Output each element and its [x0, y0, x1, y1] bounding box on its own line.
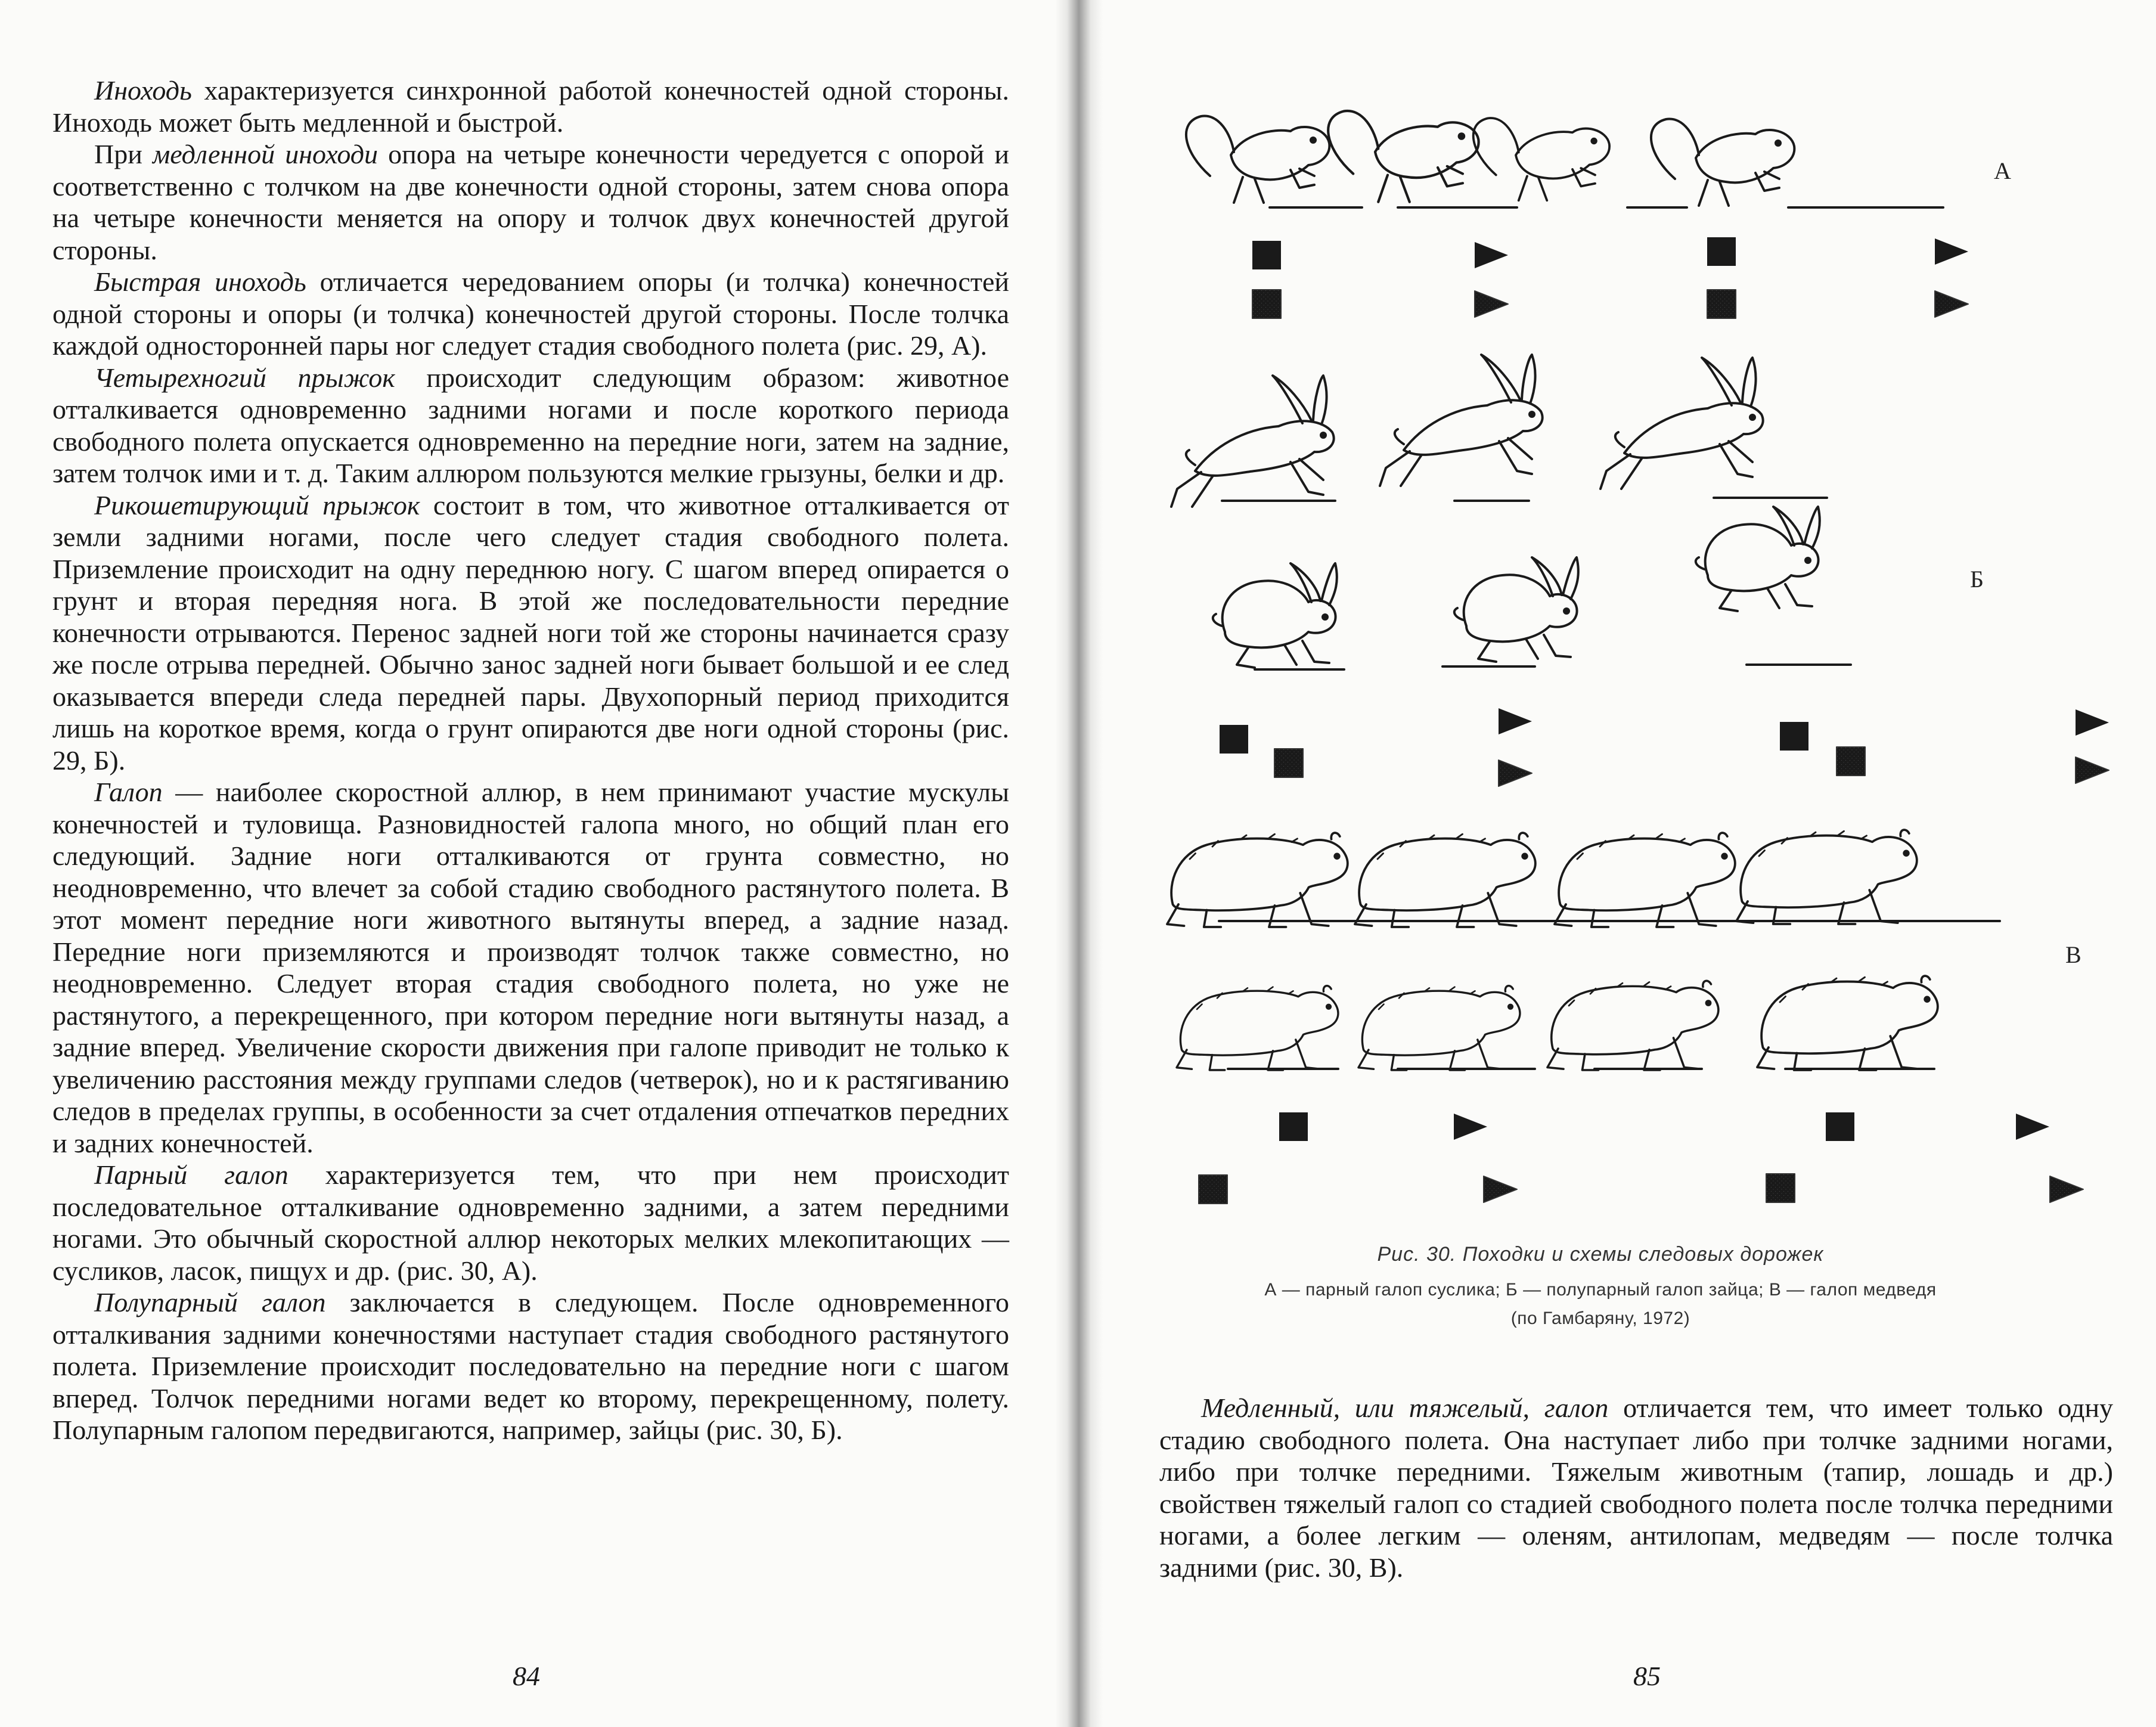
figure-caption-title: Рис. 30. Походки и схемы следовых дорожек [1377, 1243, 1824, 1266]
term: медленной иноходи [152, 139, 379, 169]
figure-caption-legend-line: А — парный галоп суслика; Б — полупарный галоп зайца; В — галоп медведя [1264, 1280, 1937, 1300]
term: Рикошетирующий прыжок [94, 489, 420, 520]
term: Полупарный галоп [94, 1287, 326, 1317]
paragraph-text: заключается в следующем. После одновременного отталкивания задними конечностями наступает стадия свободного растянутого полета. Приземление происходит последовательно на передние ноги с шагом вперед. Толчок передними ногами ведет ко второму, перекрещенному, полету. Полупарным галопом передвигаются, например, зайцы (рис. 30, Б). [52, 1287, 1009, 1445]
left-page-text [52, 75, 1009, 1446]
term: Галоп [94, 777, 163, 807]
paragraph [52, 776, 1009, 1159]
paragraph [52, 489, 1009, 777]
paragraph [52, 266, 1009, 362]
paragraph-text: происходит следующим образом: животное отталкивается одновременно задними ногами и после короткого периода свободного полета опускается одновременно на передние ноги, затем на задние, затем толчок ими и т. д. Таким аллюром пользуются мелкие грызуны, белки и др. [52, 362, 1009, 488]
paragraph [52, 1159, 1009, 1286]
paragraph [52, 1286, 1009, 1446]
bear-sequence [1167, 830, 2000, 1070]
track-scheme-b [1220, 708, 2109, 786]
page-number: 85 [1633, 1661, 1661, 1691]
term: Медленный, или тяжелый, галоп [1201, 1393, 1609, 1423]
page-number: 84 [513, 1661, 540, 1691]
squirrel-sequence [1186, 111, 1943, 207]
term: Иноходь [94, 75, 192, 106]
figure-caption-legend [1207, 1276, 1994, 1333]
paragraph-prefix: При [94, 139, 153, 169]
figure-caption-source: (по Гамбаряну, 1972) [1510, 1309, 1690, 1328]
track-scheme-a [1252, 237, 1968, 318]
term: Быстрая иноходь [94, 266, 306, 297]
paragraph-text: состоит в том, что животное отталкивается от земли задними ногами, после чего следует стадия свободного полета. Приземление происходит на одну переднюю ногу. С шагом вперед опирается о грунт и вторая передняя нога. В этой же последовательности передние конечности отрываются. Перенос задней ноги той же стороны начинается сразу же после отрыва передней. Обычно занос задней ноги бывает большой и ее след оказывается впереди следа передней пары. Двухопорный период приходится лишь на короткое время, когда о грунт опираются две ноги одной стороны (рис. 29, Б). [52, 489, 1009, 776]
paragraph [1159, 1392, 2113, 1583]
track-scheme-v [1199, 1112, 2083, 1204]
gait-illustration [1088, 0, 2156, 1240]
panel-label-v: В [2065, 941, 2081, 968]
term: Парный галоп [94, 1159, 288, 1190]
panel-label-a: А [1994, 157, 2011, 184]
right-page-text [1159, 1392, 2113, 1583]
paragraph [52, 75, 1009, 138]
term: Четырехногий прыжок [94, 362, 395, 393]
panel-label-b: Б [1970, 566, 1984, 593]
right-page [1088, 0, 2156, 1727]
paragraph-text: опора на четыре конечности чередуется с опорой и соответственно с толчком на две конечности одной стороны, затем снова опора на четыре конечности меняется на опору и толчок двух конечностей другой стороны. [52, 139, 1009, 265]
paragraph [52, 362, 1009, 489]
figure-30 [1088, 0, 2156, 1371]
paragraph-text: отличается чередованием опоры (и толчка) конечностей одной стороны и опоры (и толчка) конечностей другой стороны. После толчка каждой односторонней пары ног следует стадия свободного полета (рис. 29, А). [52, 266, 1009, 361]
paragraph-text: — наиболее скоростной аллюр, в нем принимают участие мускулы конечностей и туловища. Разновидностей галопа много, но общий план его следующий. Задние ноги отталкиваются от грунта совместно, но неодновременно, что влечет за собой стадию свободного растянутого полета. В этот момент передние ноги животного вытянуты вперед, а задние назад. Передние ноги приземляются и производят толчок также совместно, но неодновременно. Следует вторая стадия свободного полета, но уже не растянутого, а перекрещенного, при котором передние ноги вытянуты назад, а задние вперед. Увеличение скорости движения при галопе приводит не только к увеличению расстояния между группами следов (четверок), но и к растягиванию следов в пределах группы, в особенности за счет отдаления отпечатков передних и задних конечностей. [52, 777, 1009, 1158]
paragraph [52, 138, 1009, 266]
hare-sequence [1171, 355, 1851, 669]
left-page [0, 0, 1073, 1727]
paragraph-text: отличается тем, что имеет только одну стадию свободного полета. Она наступает либо при толчке задними ногами, либо при толчке передними. Тяжелым животным (тапир, лошадь и др.) свойствен тяжелый галоп со стадией свободного полета после толчка передними ногами, а более легким — оленям, антилопам, медведям — после толчка задними (рис. 30, В). [1159, 1393, 2113, 1583]
paragraph-text: характеризуется тем, что при нем происходит последовательное отталкивание одновременно задними, а затем передними ногами. Это обычный скоростной аллюр некоторых мелких млекопитающих — сусликов, ласок, пищух и др. (рис. 30, А). [52, 1159, 1010, 1286]
paragraph-text: характеризуется синхронной работой конечностей одной стороны. Иноходь может быть медленной и быстрой. [52, 75, 1009, 138]
